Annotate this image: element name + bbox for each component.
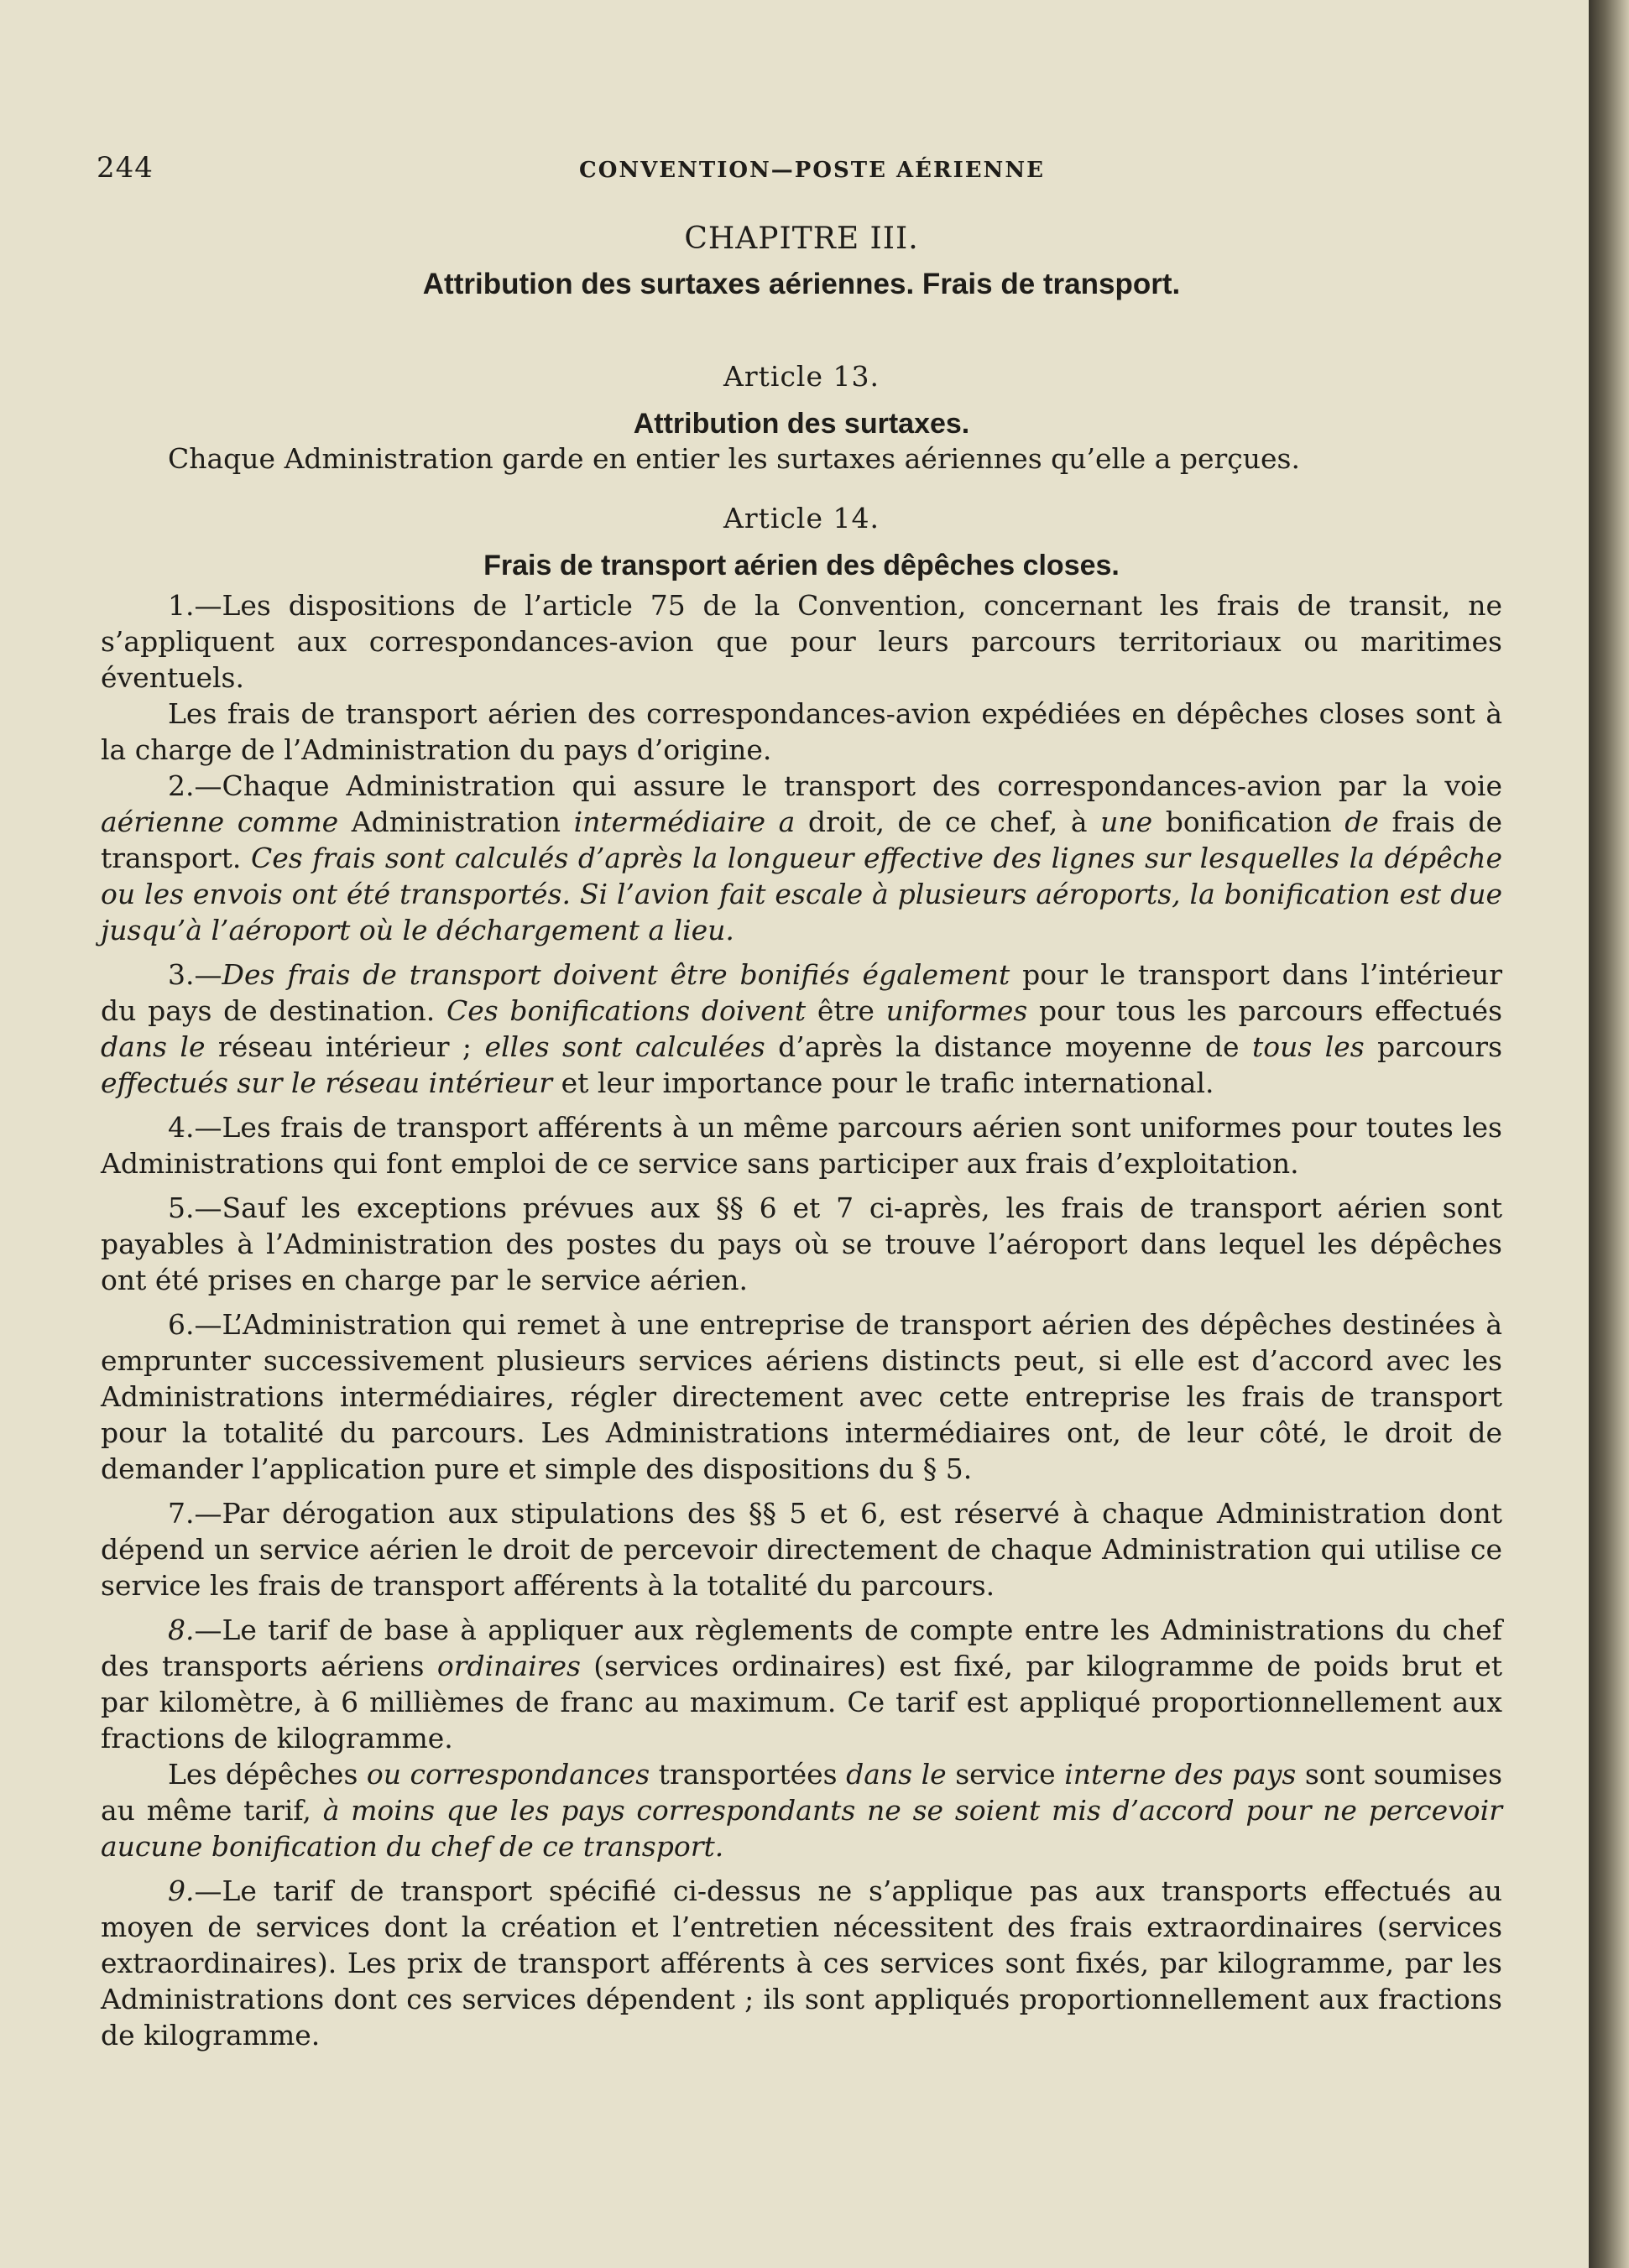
paragraph-9-number: 9. xyxy=(168,1874,195,1907)
paragraph-9-text: —Le tarif de transport spécifié ci-dessus ne s’applique pas aux transports effectués au moyen de services dont la création et l’entretien nécessitent des frais extraordinaires (services extraordinaires). Les prix de transport afférents à ces services sont fixés, par kilogramme, par les Administrations dont ces services dépendent ; ils sont appliqués proportionnellement aux fractions de kilogramme. xyxy=(101,1874,1502,2052)
page-number: 244 xyxy=(97,151,154,185)
paragraph-8b-italic: ou correspondances xyxy=(366,1758,650,1791)
chapter-subtitle: Attribution des surtaxes aériennes. Frais de transport. xyxy=(422,268,1181,300)
paragraph-8-number: 8. xyxy=(168,1614,195,1646)
paragraph-8b-text: sont soumises au même tarif, xyxy=(101,1758,1503,1827)
book-spine-edge xyxy=(1589,0,1629,2268)
paragraph-8b-italic: dans le xyxy=(846,1758,947,1791)
paragraph-8b-text: service xyxy=(946,1758,1065,1791)
paragraph-2-italic: Ces frais sont calculés d’après la longueur effective des lignes sur lesquelles la dépêche ou les envois ont été transportés. Si l’avion fait escale à plusieurs aéroports, la bonification est due jusqu’à l’aéroport où le déchargement a lieu. xyxy=(101,842,1502,946)
article-14-body xyxy=(101,587,1502,2053)
paragraph-8-text: —Le tarif de base à appliquer aux règlements de compte entre les Administrations du chef des transports aériens xyxy=(101,1614,1502,1682)
paragraph-8-text: (services ordinaires) est fixé, par kilogramme de poids brut et par kilomètre, à 6 millièmes de franc au maximum. Ce tarif est appliqué proportionnellement aux fractions de kilogramme. xyxy=(101,1650,1502,1754)
paragraph-2-italic: aérienne comme xyxy=(101,806,339,838)
article-13-title: Attribution des surtaxes. xyxy=(633,408,970,440)
paragraph-3-text: 3.— xyxy=(168,958,222,991)
paragraph-2-text: frais de transport. xyxy=(101,806,1502,874)
paragraph-1b: Les frais de transport aérien des correspondances-avion expédiées en dépêches closes sont à la charge de l’Administration du pays d’origine. xyxy=(101,697,1502,766)
paragraph-3-italic: Des frais de transport doivent être bonifiés également xyxy=(222,958,1010,991)
article-14-heading: Article 14. xyxy=(723,502,880,534)
paragraph-2 xyxy=(101,768,1502,948)
paragraph-3-italic: effectués sur le réseau intérieur xyxy=(101,1066,553,1099)
paragraph-1: 1.—Les dispositions de l’article 75 de la Convention, concernant les frais de transit, ne s’appliquent aux correspondances-avion que pour leurs parcours territoriaux ou maritimes éventuels. xyxy=(101,589,1502,694)
paragraph-3-italic: uniformes xyxy=(885,994,1028,1027)
paragraph-2-italic: intermédiaire a xyxy=(573,806,796,838)
chapter-heading: CHAPITRE III. xyxy=(684,222,919,256)
article-13-text: Chaque Administration garde en entier les surtaxes aériennes qu’elle a perçues. xyxy=(168,442,1300,475)
article-13-heading: Article 13. xyxy=(723,360,880,393)
paragraph-2-text: bonification xyxy=(1152,806,1345,838)
paragraph-5: 5.—Sauf les exceptions prévues aux §§ 6 et 7 ci-après, les frais de transport aérien sont payables à l’Administration des postes du pays où se trouve l’aéroport dans lequel les dépêches ont été prises en charge par le service aérien. xyxy=(101,1191,1502,1296)
paragraph-4: 4.—Les frais de transport afférents à un même parcours aérien sont uniformes pour toutes les Administrations qui font emploi de ce service sans participer aux frais d’exploitation. xyxy=(101,1111,1502,1180)
paragraph-6: 6.—L’Administration qui remet à une entreprise de transport aérien des dépêches destinées à emprunter successivement plusieurs services aériens distincts peut, si elle est d’accord avec les Administrations intermédiaires, régler directement avec cette entreprise les frais de transport pour la totalité du parcours. Les Administrations intermédiaires ont, de leur côté, le droit de demander l’application pure et simple des dispositions du § 5. xyxy=(101,1308,1502,1485)
paragraph-3-italic: tous les xyxy=(1251,1030,1365,1063)
paragraph-3-text: d’après la distance moyenne de xyxy=(765,1030,1252,1063)
paragraph-2-text: droit, de ce chef, à xyxy=(795,806,1101,838)
paragraph-7: 7.—Par dérogation aux stipulations des §§ 5 et 6, est réservé à chaque Administration dont dépend un service aérien le droit de percevoir directement de chaque Administration qui utilise ce service les frais de transport afférents à la totalité du parcours. xyxy=(101,1497,1502,1602)
article-14-title: Frais de transport aérien des dêpêches closes. xyxy=(483,550,1120,581)
text-column xyxy=(97,134,1503,2053)
running-title: CONVENTION—POSTE AÉRIENNE xyxy=(579,158,1045,183)
paragraph-8b-italic: interne des pays xyxy=(1064,1758,1297,1791)
paragraph-3-text: et leur importance pour le trafic international. xyxy=(552,1066,1214,1099)
paragraph-2-text: 2.—Chaque Administration qui assure le transport des correspondances-avion par la voie xyxy=(168,769,1502,802)
paragraph-3-text: réseau intérieur ; xyxy=(205,1030,485,1063)
paragraph-2-italic: une xyxy=(1100,806,1153,838)
paragraph-3-italic: Ces bonifications doivent xyxy=(446,994,807,1027)
paragraph-3-text: être xyxy=(806,994,886,1027)
paragraph-3-text: pour tous les parcours effectués xyxy=(1027,994,1503,1027)
paragraph-3-italic: dans le xyxy=(101,1030,206,1063)
paragraph-3-text: parcours xyxy=(1364,1030,1503,1063)
paragraph-8b-text: Les dépêches xyxy=(168,1758,367,1791)
paragraph-3-text: pour le transport dans l’intérieur du pays de destination. xyxy=(101,958,1503,1027)
paragraph-8 xyxy=(101,1612,1502,1756)
paragraph-8-italic: ordinaires xyxy=(436,1650,581,1682)
paragraph-9 xyxy=(101,1873,1502,2053)
paragraph-8b-italic: à moins que les pays correspondants ne se soient mis d’accord pour ne percevoir aucune bonification du chef de ce transport. xyxy=(101,1794,1502,1863)
paragraph-3 xyxy=(101,957,1502,1101)
paragraph-8b xyxy=(101,1756,1502,1864)
paragraph-2-italic: de xyxy=(1344,806,1379,838)
paragraph-8b-text: transportées xyxy=(650,1758,847,1791)
paragraph-2-text: Administration xyxy=(338,806,574,838)
running-head xyxy=(97,134,1502,185)
paragraph-3-italic: elles sont calculées xyxy=(484,1030,765,1063)
